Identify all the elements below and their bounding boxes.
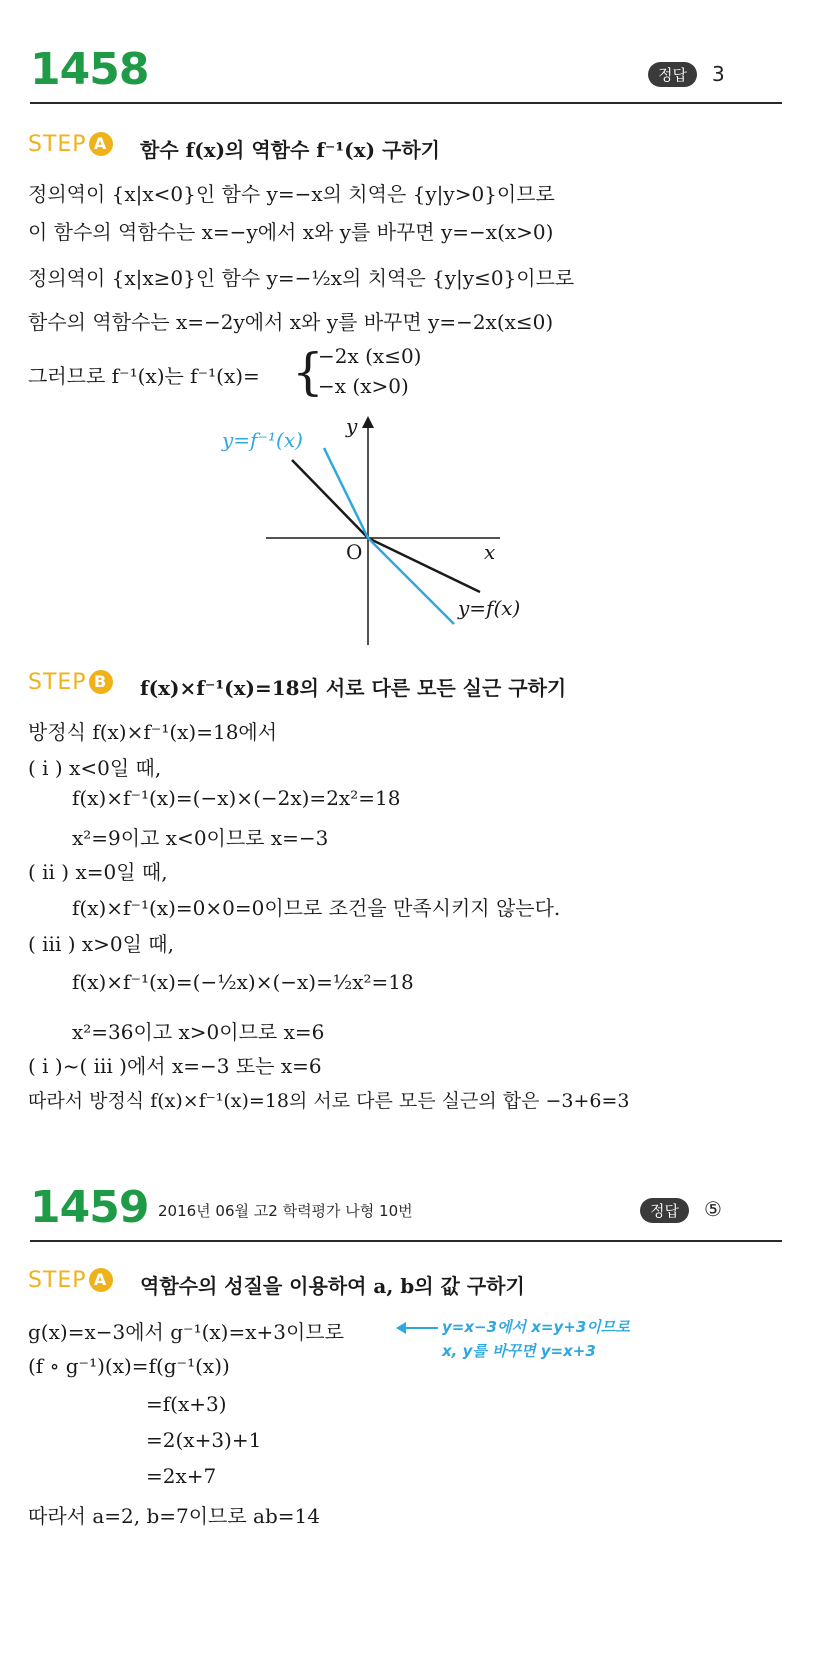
header-rule — [30, 102, 782, 104]
step-letter-icon: A — [89, 132, 113, 156]
text-line: 방정식 f(x)×f⁻¹(x)=18에서 — [28, 720, 278, 744]
text-line: 정의역이 {x|x<0}인 함수 y=−x의 치역은 {y|y>0}이므로 — [28, 182, 555, 206]
text-line: 그러므로 f⁻¹(x)는 f⁻¹(x)= — [28, 364, 260, 388]
text-line: ( iii ) x>0일 때, — [28, 932, 174, 956]
text-line: =f(x+3) — [146, 1392, 227, 1416]
side-note: y=x−3에서 x=y+3이므로 — [442, 1318, 630, 1336]
step-letter-icon: B — [89, 670, 113, 694]
problem-source: 2016년 06월 고2 학력평가 나형 10번 — [158, 1202, 413, 1220]
step-label-text: STEP — [28, 1268, 87, 1293]
problem-number: 1459 — [30, 1182, 149, 1233]
step-label — [28, 1268, 113, 1293]
header-rule — [30, 1240, 782, 1242]
text-line: f(x)×f⁻¹(x)=(−x)×(−2x)=2x²=18 — [72, 786, 401, 810]
text-line: f(x)×f⁻¹(x)=0×0=0이므로 조건을 만족시키지 않는다. — [72, 896, 561, 920]
problem-number: 1458 — [30, 44, 149, 95]
step-label — [28, 132, 113, 157]
step-title: 역함수의 성질을 이용하여 a, b의 값 구하기 — [140, 1274, 525, 1298]
step-letter-icon: A — [89, 1268, 113, 1292]
answer-value: 3 — [712, 62, 725, 86]
f-label: y=f(x) — [458, 596, 521, 620]
side-note: x, y를 바꾸면 y=x+3 — [442, 1342, 596, 1360]
step-label-text: STEP — [28, 132, 87, 157]
x-axis-label: x — [484, 540, 496, 564]
inverse-left-line — [324, 448, 368, 538]
text-line: 따라서 방정식 f(x)×f⁻¹(x)=18의 서로 다른 모든 실근의 합은 −3+6=3 — [28, 1090, 630, 1112]
step-title: 함수 f(x)의 역함수 f⁻¹(x) 구하기 — [140, 138, 440, 162]
text-line: (f ∘ g⁻¹)(x)=f(g⁻¹(x)) — [28, 1354, 230, 1378]
text-line: 따라서 a=2, b=7이므로 ab=14 — [28, 1504, 320, 1528]
piecewise-line: −2x (x≤0) — [318, 344, 422, 368]
text-line: 이 함수의 역함수는 x=−y에서 x와 y를 바꾸면 y=−x(x>0) — [28, 220, 554, 244]
text-line: =2(x+3)+1 — [146, 1428, 262, 1452]
f-left-line — [292, 460, 368, 538]
step-label-text: STEP — [28, 670, 87, 695]
text-line: x²=36이고 x>0이므로 x=6 — [72, 1020, 325, 1044]
text-line: x²=9이고 x<0이므로 x=−3 — [72, 826, 329, 850]
inverse-label: y=f⁻¹(x) — [222, 428, 303, 452]
answer-badge: 정답 — [640, 1198, 689, 1223]
text-line: 함수의 역함수는 x=−2y에서 x와 y를 바꾸면 y=−2x(x≤0) — [28, 310, 554, 334]
text-line: ( i ) x<0일 때, — [28, 756, 162, 780]
answer-badge: 정답 — [648, 62, 697, 87]
inverse-right-line — [368, 538, 454, 624]
text-line: f(x)×f⁻¹(x)=(−½x)×(−x)=½x²=18 — [72, 970, 414, 994]
answer-value: ⑤ — [704, 1197, 722, 1221]
text-line: 정의역이 {x|x≥0}인 함수 y=−½x의 치역은 {y|y≤0}이므로 — [28, 266, 575, 290]
step-title: f(x)×f⁻¹(x)=18의 서로 다른 모든 실근 구하기 — [140, 676, 567, 700]
y-axis-label: y — [346, 414, 358, 438]
arrow-left-icon — [396, 1318, 440, 1338]
origin-label: O — [346, 540, 363, 564]
step-label — [28, 670, 113, 695]
brace-icon: { — [292, 343, 324, 401]
text-line: g(x)=x−3에서 g⁻¹(x)=x+3이므로 — [28, 1320, 344, 1344]
text-line: ( i )~( iii )에서 x=−3 또는 x=6 — [28, 1054, 322, 1078]
text-line: =2x+7 — [146, 1464, 217, 1488]
piecewise-line: −x (x>0) — [318, 374, 409, 398]
f-right-line — [368, 538, 480, 592]
text-line: ( ii ) x=0일 때, — [28, 860, 168, 884]
